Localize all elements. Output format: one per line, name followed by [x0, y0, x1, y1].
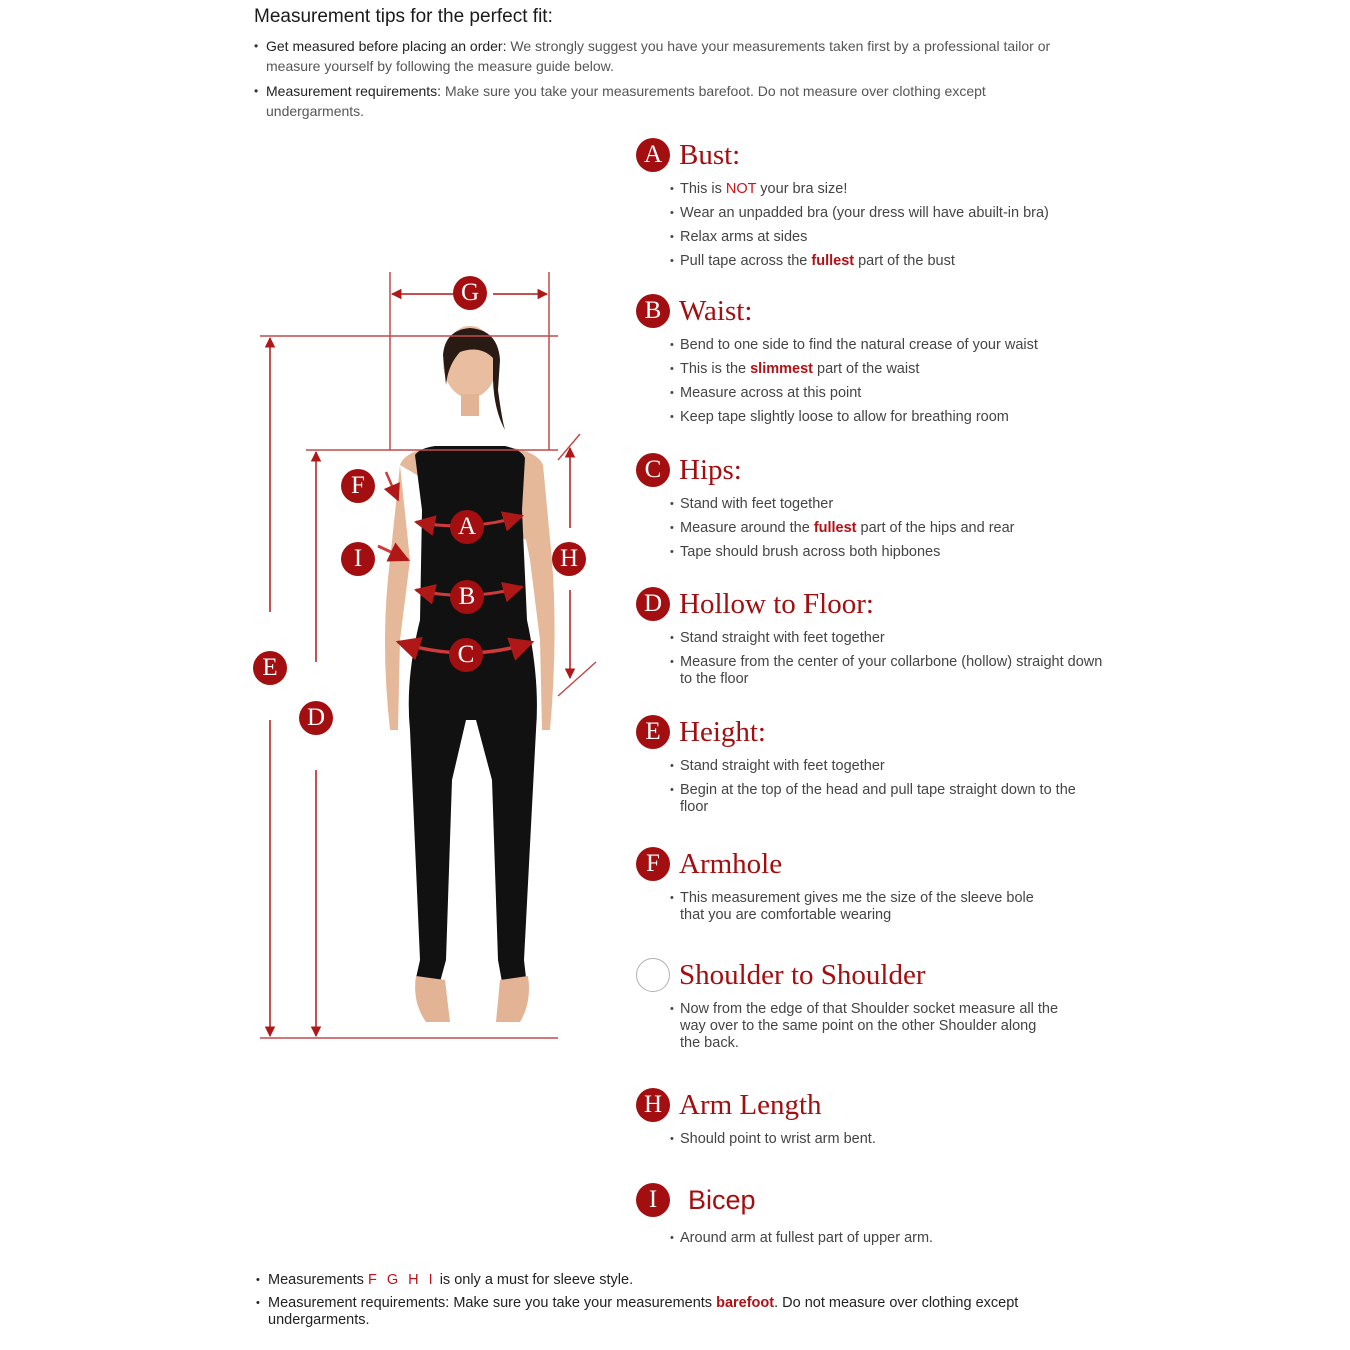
section-bust: [636, 137, 1106, 277]
list-item: • Tape should brush across both hipbones: [670, 544, 1106, 561]
list-item: • Bend to one side to find the natural crease of your waist: [670, 337, 1106, 354]
page-title: Measurement tips for the perfect fit:: [254, 6, 553, 27]
list-item: • Stand straight with feet together: [670, 758, 1106, 775]
list-item: • Around arm at fullest part of upper arm.: [670, 1230, 1106, 1247]
badge-i: I: [636, 1183, 670, 1217]
section-hollow-to-floor: [636, 586, 1106, 695]
list-item: • Should point to wrist arm bent.: [670, 1131, 1106, 1148]
section-title: Height:: [679, 715, 766, 748]
section-title: Waist:: [679, 294, 753, 327]
list-item: • Measure from the center of your collarbone (hollow) straight down to the floor: [670, 654, 1106, 688]
section-hips: [636, 452, 1106, 568]
badge-b: B: [636, 294, 670, 328]
list-item: • Keep tape slightly loose to allow for breathing room: [670, 409, 1106, 426]
list-item: • Stand with feet together: [670, 496, 1106, 513]
badge-d: D: [636, 587, 670, 621]
badge-c: C: [636, 453, 670, 487]
section-armhole: [636, 846, 1106, 931]
list-item: • This is the slimmest part of the waist: [670, 361, 1106, 378]
intro-bullets: [254, 36, 1054, 126]
section-title: Bust:: [679, 138, 741, 171]
list-item: • Relax arms at sides: [670, 229, 1106, 246]
footer-notes: [256, 1272, 1096, 1335]
model-silhouette: [385, 326, 555, 1022]
list-item: • Pull tape across the fullest part of the bust: [670, 253, 1106, 270]
label-i: I: [341, 542, 375, 576]
label-d: D: [299, 701, 333, 735]
label-a: A: [450, 510, 484, 544]
intro-bullet-text: We strongly suggest you have your measurements taken first by a professional tailor or measure yourself by following the measure guide below.: [266, 38, 1051, 74]
intro-bullet-lead: Get measured before placing an order:: [266, 38, 507, 54]
intro-bullet-order: [254, 36, 1054, 76]
label-c: C: [449, 638, 483, 672]
intro-bullet-lead: Measurement requirements:: [266, 83, 442, 99]
label-g: G: [453, 276, 487, 310]
list-item: • Measure around the fullest part of the hips and rear: [670, 520, 1106, 537]
list-item: • This measurement gives me the size of the sleeve bole that you are comfortable wearing: [670, 890, 1050, 924]
label-e: E: [253, 651, 287, 685]
badge-e: E: [636, 715, 670, 749]
label-f: F: [341, 469, 375, 503]
measurement-figure: [240, 260, 620, 1060]
label-h: H: [552, 542, 586, 576]
list-item: • This is NOT your bra size!: [670, 181, 1106, 198]
footer-note-sleeve: • Measurements F G H I is only a must for sleeve style.: [256, 1272, 1096, 1289]
section-title: Armhole: [679, 847, 783, 880]
section-title: Hollow to Floor:: [679, 587, 874, 620]
list-item: • Stand straight with feet together: [670, 630, 1106, 647]
section-title: Arm Length: [679, 1088, 822, 1121]
list-item: • Wear an unpadded bra (your dress will have abuilt-in bra): [670, 205, 1106, 222]
section-bicep: [636, 1182, 1106, 1254]
footer-note-requirements: • Measurement requirements: Make sure you take your measurements barefoot. Do not measure over clothing except undergarments.: [256, 1295, 1096, 1329]
intro-bullet-text: Make sure you take your measurements barefoot. Do not measure over clothing except undergarments.: [266, 83, 986, 119]
list-item: • Now from the edge of that Shoulder socket measure all the way over to the same point on the other Shoulder along the back.: [670, 1001, 1060, 1052]
label-b: B: [450, 580, 484, 614]
badge-h: H: [636, 1088, 670, 1122]
section-arm-length: [636, 1087, 1106, 1155]
intro-bullet-requirements: [254, 81, 1054, 121]
section-height: [636, 714, 1106, 823]
section-waist: [636, 293, 1106, 433]
armhole-pointer: [386, 472, 398, 500]
figure-illustration: [240, 260, 620, 1060]
badge-g-hollow: [636, 958, 670, 992]
list-item: • Measure across at this point: [670, 385, 1106, 402]
section-title: Shoulder to Shoulder: [679, 958, 926, 991]
section-title: Bicep: [688, 1184, 756, 1215]
section-shoulder-to-shoulder: [636, 957, 1106, 1059]
badge-f: F: [636, 847, 670, 881]
list-item: • Begin at the top of the head and pull tape straight down to the floor: [670, 782, 1106, 816]
section-title: Hips:: [679, 453, 742, 486]
badge-a: A: [636, 138, 670, 172]
